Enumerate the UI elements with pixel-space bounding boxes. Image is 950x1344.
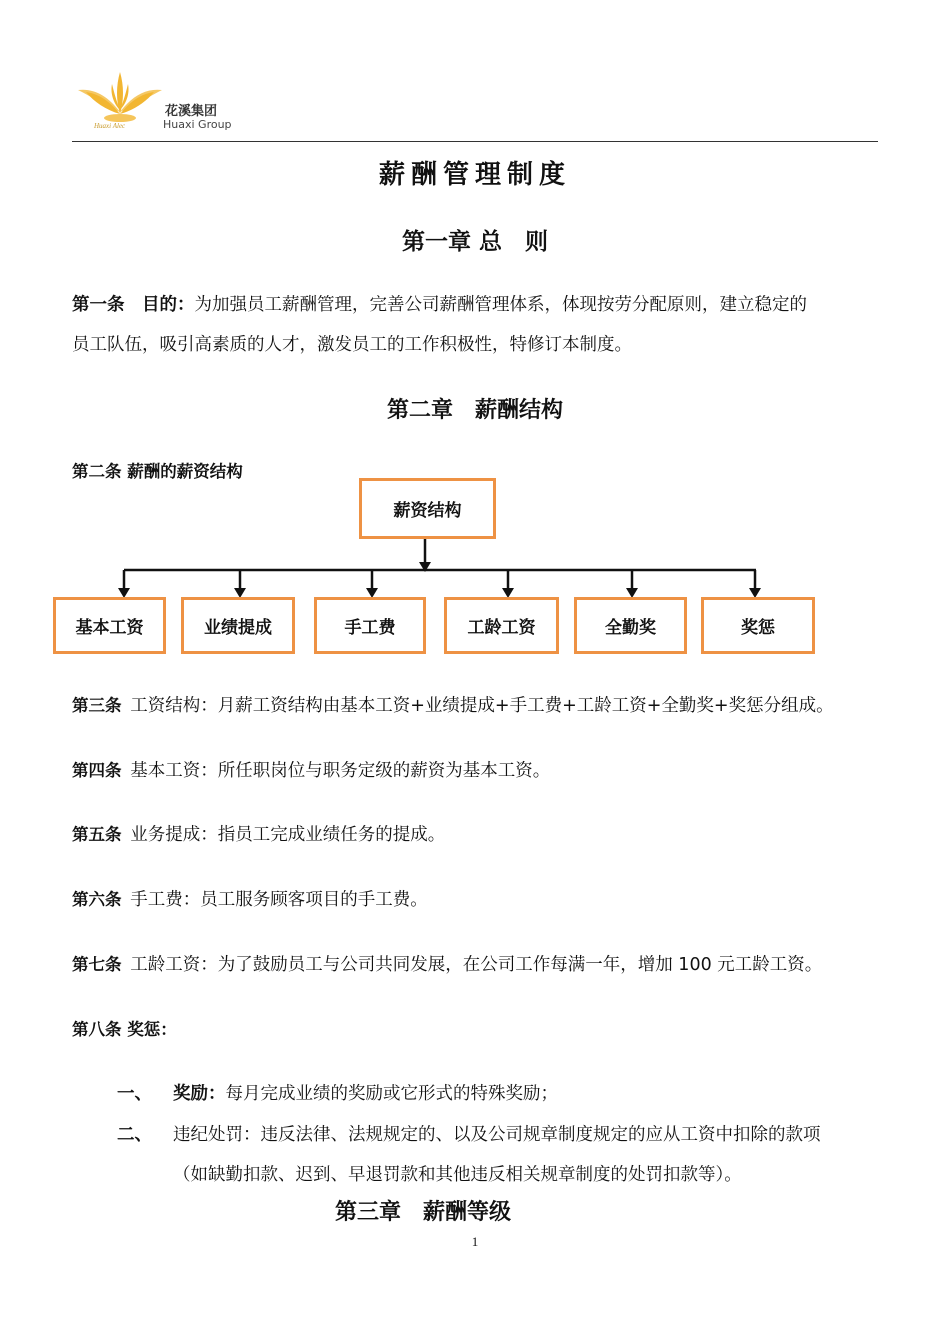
article-5 bbox=[72, 821, 445, 846]
article-5-text: 业务提成：指员工完成业绩任务的提成。 bbox=[130, 825, 446, 845]
item-1-label: 奖励： bbox=[173, 1084, 226, 1104]
article-7 bbox=[72, 951, 822, 976]
org-root-box: 薪资结构 bbox=[359, 478, 496, 539]
chapter-2-heading: 第二章 薪酬结构 bbox=[386, 398, 563, 423]
document-title: 薪酬管理制度 bbox=[378, 160, 571, 190]
org-child-seniority-pay: 工龄工资 bbox=[444, 597, 559, 654]
item-1 bbox=[173, 1080, 558, 1105]
article-6-text: 手工费：员工服务顾客项目的手工费。 bbox=[130, 890, 428, 910]
article-7-label: 第七条 bbox=[72, 955, 122, 974]
article-3-text: 工资结构：月薪工资结构由基本工资+业绩提成+手工费+工龄工资+全勤奖+奖惩分组成。 bbox=[130, 696, 834, 716]
logo-english-name: Huaxi Group bbox=[163, 118, 232, 131]
article-4 bbox=[72, 757, 550, 782]
item-2-number: 二、 bbox=[117, 1125, 152, 1145]
article-1-line2: 员工队伍，吸引高素质的人才，激发员工的工作积极性，特修订本制度。 bbox=[72, 335, 632, 355]
org-child-basic-salary: 基本工资 bbox=[53, 597, 166, 654]
article-1-label: 第一条 目的： bbox=[72, 295, 195, 315]
article-3-label: 第三条 bbox=[72, 696, 122, 715]
article-1-line1: 为加强员工薪酬管理，完善公司薪酬管理体系，体现按劳分配原则，建立稳定的 bbox=[194, 295, 807, 315]
chapter-3-heading: 第三章 薪酬等级 bbox=[335, 1200, 512, 1225]
article-4-label: 第四条 bbox=[72, 761, 122, 780]
article-3 bbox=[72, 692, 834, 717]
article-6-label: 第六条 bbox=[72, 890, 122, 909]
org-child-performance-commission: 业绩提成 bbox=[181, 597, 295, 654]
item-2-line2: （如缺勤扣款、迟到、早退罚款和其他违反相关规章制度的处罚扣款等）。 bbox=[173, 1165, 742, 1185]
article-5-label: 第五条 bbox=[72, 825, 122, 844]
org-child-reward-penalty: 奖惩 bbox=[701, 597, 815, 654]
page-number: 1 bbox=[471, 1234, 479, 1249]
item-2-line1: 违纪处罚：违反法律、法规规定的、以及公司规章制度规定的应从工资中扣除的款项 bbox=[173, 1125, 821, 1145]
article-6 bbox=[72, 886, 428, 911]
article-4-text: 基本工资：所任职岗位与职务定级的薪资为基本工资。 bbox=[130, 761, 551, 781]
org-child-attendance-bonus: 全勤奖 bbox=[574, 597, 687, 654]
org-child-manual-fee: 手工费 bbox=[314, 597, 426, 654]
item-1-number: 一、 bbox=[117, 1084, 152, 1104]
article-7-text: 工龄工资：为了鼓励员工与公司共同发展，在公司工作每满一年，增加 100 元工龄工资。 bbox=[130, 955, 823, 975]
chapter-1-heading: 第一章 总 则 bbox=[401, 229, 548, 255]
article-2-label: 第二条 薪酬的薪资结构 bbox=[72, 462, 243, 481]
logo-chinese-name: 花溪集团 bbox=[165, 104, 218, 119]
article-8-label: 第八条 奖惩： bbox=[72, 1020, 177, 1039]
svg-text:Huaxi Alec: Huaxi Alec bbox=[94, 122, 126, 130]
item-1-text: 每月完成业绩的奖励或它形式的特殊奖励； bbox=[225, 1084, 558, 1104]
